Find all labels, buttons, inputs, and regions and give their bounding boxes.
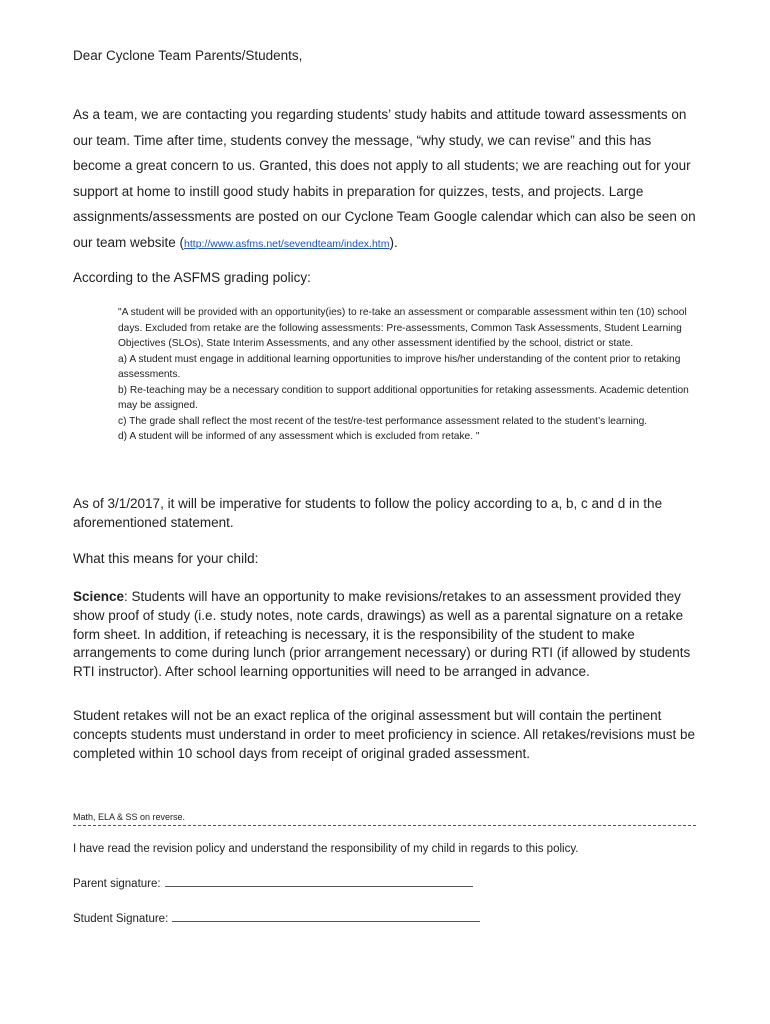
science-label: Science <box>73 589 125 604</box>
parent-signature-label: Parent signature: <box>73 878 161 890</box>
reverse-note: Math, ELA & SS on reverse. <box>73 812 186 822</box>
science-paragraph <box>73 588 698 682</box>
student-signature-line[interactable] <box>172 910 480 922</box>
parent-signature-row <box>73 875 473 890</box>
policy-quote-intro: "A student will be provided with an opportunity(ies) to re-take an assessment or comparable assessment within ten (10) school days. Excluded from retake are the following assessments: Pre-assessments, Common Task Assessments, Student Learning Objectives (SLOs), State Interim Assessments, and any other assessment identified by the school, district or state. <box>118 307 687 349</box>
intro-text: As a team, we are contacting you regarding students’ study habits and attitude toward assessments on our team. Time after time, students convey the message, “why study, we can revise” and this has become a great concern to us. Granted, this does not apply to all students; we are reaching out for your support at home to instill good study habits in preparation for quizzes, tests, and projects. Large assignments/assessments are posted on our Cyclone Team Google calendar which can also be seen on our team website ( <box>73 107 696 250</box>
intro-paragraph <box>73 102 698 258</box>
retakes-paragraph: Student retakes will not be an exact replica of the original assessment but will contain the pertinent concepts students must understand in order to meet proficiency in science. All retakes/revisions must be completed within 10 school days from receipt of original graded assessment. <box>73 708 696 761</box>
effective-date-paragraph: As of 3/1/2017, it will be imperative for students to follow the policy according to a, b, c and d in the aforementioned statement. <box>73 496 663 530</box>
policy-quote <box>118 305 698 445</box>
greeting: Dear Cyclone Team Parents/Students, <box>73 48 303 63</box>
policy-heading: According to the ASFMS grading policy: <box>73 270 311 285</box>
parent-signature-line[interactable] <box>165 875 473 887</box>
policy-item-d: d) A student will be informed of any assessment which is excluded from retake. " <box>118 431 480 442</box>
student-signature-row <box>73 910 480 925</box>
policy-item-c: c) The grade shall reflect the most recent of the test/re-test performance assessment related to the student’s learning. <box>118 415 648 427</box>
cut-line-divider <box>73 825 696 826</box>
science-text: : Students will have an opportunity to make revisions/retakes to an assessment provided they show proof of study (i.e. study notes, note cards, drawings) as well as a parental signature on a retake form sheet. In addition, if reteaching is necessary, it is the responsibility of the student to make arrangements to come during lunch (prior arrangement necessary) or during RTI (if allowed by students RTI instructor). After school learning opportunities will need to be arranged in advance. <box>73 589 691 680</box>
team-website-link[interactable]: http://www.asfms.net/sevendteam/index.htm <box>184 237 390 250</box>
policy-item-a: a) A student must engage in additional learning opportunities to improve his/her understanding of the content prior to retaking assessments. <box>118 353 681 380</box>
policy-item-b: b) Re-teaching may be a necessary condition to support additional opportunities for retaking assessments. Academic detention may be assigned. <box>118 384 689 411</box>
intro-after: ). <box>389 234 398 250</box>
means-heading: What this means for your child: <box>73 551 259 566</box>
acknowledgement-text: I have read the revision policy and understand the responsibility of my child in regards to this policy. <box>73 843 579 855</box>
student-signature-label: Student Signature: <box>73 913 169 925</box>
